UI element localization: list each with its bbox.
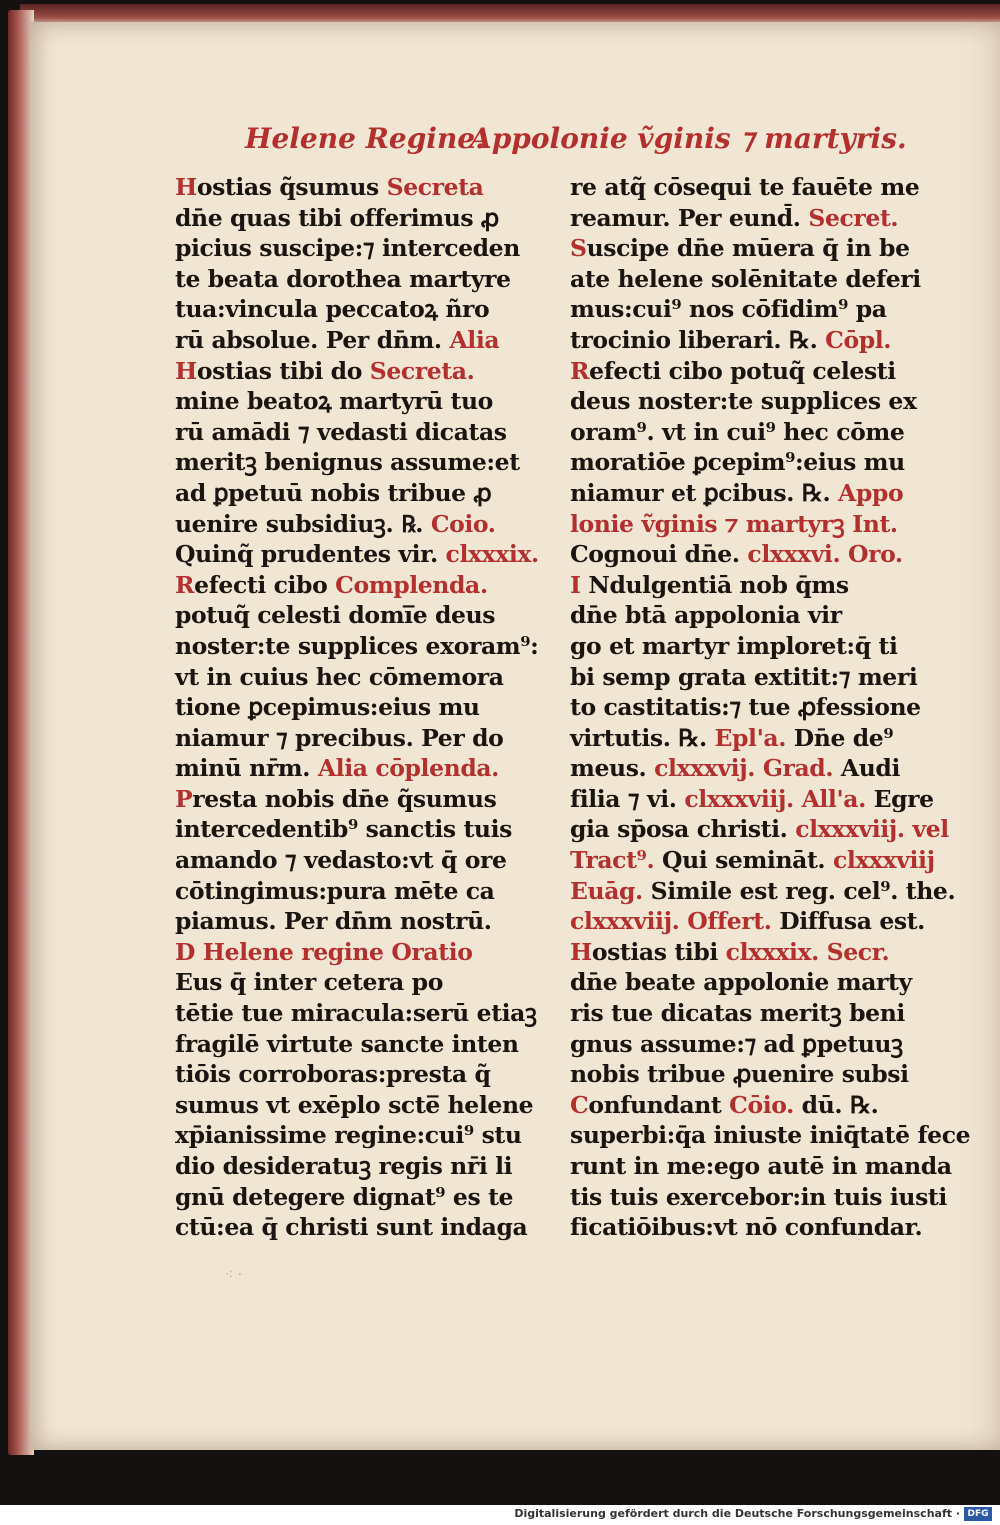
rubric-text: Cōio. xyxy=(729,1090,794,1119)
rubric-text: Coio. xyxy=(430,509,496,538)
body-text: gnus assume:⁊ ad ꝑpetuuꝫ xyxy=(570,1029,903,1058)
body-text: filia ⁊ vi. xyxy=(570,784,685,813)
text-line xyxy=(175,294,535,325)
text-line xyxy=(570,1120,971,1151)
body-text: rū amādi ⁊ vedasti dicatas xyxy=(175,417,507,446)
text-line xyxy=(570,723,930,754)
text-line xyxy=(175,662,535,693)
body-text: Dn̄e de⁹ xyxy=(786,723,894,752)
rubric-text: R xyxy=(175,570,195,599)
ink-smudge: ⁖ · xyxy=(225,1267,243,1283)
rubric-text: H xyxy=(175,173,197,201)
text-line xyxy=(175,447,535,478)
body-text: ostias q̃sumus xyxy=(196,173,387,201)
rubric-text: clxxxviij. xyxy=(684,784,794,813)
body-text: dn̄e btā appolonia vir xyxy=(570,601,842,630)
rubric-text: Grad. xyxy=(755,754,841,783)
rubric-text: P xyxy=(175,784,193,813)
text-line xyxy=(175,417,535,448)
body-text: trocinio liberari. ℞. xyxy=(570,325,826,354)
body-text: Quinq̃ prudentes vir. xyxy=(175,540,446,569)
text-line xyxy=(175,600,535,631)
body-text: ctū:ea q̄ christi sunt indaga xyxy=(175,1213,528,1242)
body-text: niamur et ꝑcibus. ℞. xyxy=(570,478,839,507)
text-line xyxy=(570,203,930,234)
text-line xyxy=(175,386,535,417)
body-text: mine beatoꝝ martyrū tuo xyxy=(175,387,493,416)
rubric-text: clxxxix. xyxy=(445,540,539,569)
text-line xyxy=(570,845,935,876)
header-left-title: Helene Regine. xyxy=(245,122,485,155)
body-text: to castitatis:⁊ tue ꝓfessione xyxy=(570,693,921,722)
text-line xyxy=(570,570,930,601)
text-line xyxy=(175,692,535,723)
text-line xyxy=(175,203,535,234)
rubric-text: H xyxy=(175,356,197,385)
rubric-text: lonie ṽginis ⁊ martyrꝫ Int. xyxy=(570,509,898,538)
text-line xyxy=(570,906,930,937)
body-text: tiōis corroboras:presta q̃ xyxy=(175,1060,491,1089)
body-text: Egre xyxy=(873,784,934,813)
text-line xyxy=(570,692,930,723)
rubric-text: Secreta. xyxy=(369,356,475,385)
running-header xyxy=(30,122,1000,162)
body-text: ficatiōibus:vt nō confundar. xyxy=(570,1213,923,1242)
body-text: tione ꝑcepimus:eius mu xyxy=(175,693,480,722)
body-text: intercedentib⁹ sanctis tuis xyxy=(175,815,512,844)
text-line xyxy=(175,356,535,387)
rubric-text: Secret. xyxy=(808,203,899,232)
body-text: superbi:q̄a iniuste iniq̄tatē fece xyxy=(570,1121,971,1150)
text-line xyxy=(175,539,539,570)
text-line xyxy=(175,937,535,968)
body-text: dio desideratuꝫ regis nr̄i li xyxy=(175,1152,513,1180)
body-text: ris tue dicatas meritꝫ beni xyxy=(570,999,905,1028)
body-text: onfundant xyxy=(588,1090,730,1119)
text-line xyxy=(570,478,930,509)
body-text: piamus. Per dn̄m nostrū. xyxy=(175,907,492,936)
body-text: meus. xyxy=(570,754,655,783)
body-text: minū nr̄m. xyxy=(175,754,318,783)
body-text: cōtingimus:pura mēte ca xyxy=(175,876,495,905)
manuscript-page xyxy=(30,22,1000,1450)
rubric-text: Tract⁹. xyxy=(570,846,655,875)
body-text: dn̄e quas tibi offerimus ꝓ xyxy=(175,203,499,232)
body-text: resta nobis dn̄e q̃sumus xyxy=(192,784,497,813)
body-text: re atq̃ cōsequi te fauēte me xyxy=(570,173,920,201)
body-text: ate helene solēnitate deferi xyxy=(570,264,921,293)
text-line xyxy=(175,631,539,662)
text-line xyxy=(570,539,930,570)
text-line xyxy=(570,967,930,998)
text-line xyxy=(570,662,930,693)
text-line xyxy=(570,1090,930,1121)
body-text: oram⁹. vt in cui⁹ hec cōme xyxy=(570,417,905,446)
rubric-text: All'a. xyxy=(793,784,874,813)
text-line xyxy=(175,1182,535,1213)
right-text-column xyxy=(570,172,971,1243)
rubric-text: S xyxy=(570,234,587,263)
rubric-text: Complenda. xyxy=(335,570,488,599)
body-text: dn̄e beate appolonie marty xyxy=(570,968,912,997)
body-text: tua:vincula peccatoꝝ ñro xyxy=(175,295,490,324)
text-line xyxy=(570,876,956,907)
text-line xyxy=(175,172,535,203)
rubric-text: Appo xyxy=(838,478,904,507)
body-text: nobis tribue ꝓuenire subsi xyxy=(570,1060,909,1089)
rubric-text: D xyxy=(175,937,195,966)
text-line xyxy=(570,937,930,968)
rubric-text: H xyxy=(570,937,592,966)
body-text: gnū detegere dignat⁹ es te xyxy=(175,1182,514,1211)
funding-credit: Digitalisierung gefördert durch die Deutsche Forschungsgemeinschaft · xyxy=(514,1507,960,1520)
text-line xyxy=(175,723,535,754)
text-line xyxy=(175,845,535,876)
footer-bar xyxy=(0,1505,1000,1525)
rubric-text: clxxxvi. Oro. xyxy=(747,540,903,569)
text-line xyxy=(175,876,535,907)
text-line xyxy=(570,1029,930,1060)
body-text: Eus q̄ inter cetera po xyxy=(175,968,443,997)
text-line xyxy=(570,509,930,540)
body-text: Cognoui dn̄e. xyxy=(570,540,748,569)
text-line xyxy=(175,1120,535,1151)
dfg-logo-icon: DFG xyxy=(964,1507,992,1521)
text-line xyxy=(175,1151,535,1182)
body-text: tis tuis exercebor:in tuis iusti xyxy=(570,1182,947,1211)
body-text: noster:te supplices exoram⁹: xyxy=(175,631,539,660)
body-text: bi semp grata extitit:⁊ meri xyxy=(570,662,918,691)
body-text: ostias tibi do xyxy=(196,356,370,385)
text-line xyxy=(175,325,535,356)
body-text: fragilē virtute sancte inten xyxy=(175,1029,519,1058)
body-text: Qui semināt. xyxy=(654,846,833,875)
text-line xyxy=(175,478,535,509)
text-line xyxy=(570,264,930,295)
rubric-text: Helene regine Oratio xyxy=(194,937,473,966)
rubric-text: C xyxy=(570,1090,589,1119)
text-line xyxy=(570,356,930,387)
body-text: dū. ℞. xyxy=(793,1090,879,1119)
body-text: runt in me:ego autē in manda xyxy=(570,1152,952,1180)
text-line xyxy=(175,570,535,601)
body-text: sumus vt exēplo scte̅ helene xyxy=(175,1090,534,1119)
body-text: picius suscipe:⁊ interceden xyxy=(175,234,520,263)
text-line xyxy=(570,631,930,662)
body-text: deus noster:te supplices ex xyxy=(570,387,917,416)
body-text: reamur. Per eund̄. xyxy=(570,203,809,232)
body-text: gia sp̄osa christi. xyxy=(570,815,796,844)
text-line xyxy=(570,325,930,356)
text-line xyxy=(175,1059,535,1090)
text-line xyxy=(570,814,949,845)
body-text: efecti cibo potuq̃ celesti xyxy=(589,356,896,385)
text-line xyxy=(570,784,934,815)
rubric-text: Alia cōplenda. xyxy=(317,754,499,783)
rubric-text: clxxxix. Secr. xyxy=(725,937,890,966)
text-line xyxy=(175,906,535,937)
body-text: amando ⁊ vedasto:vt q̄ ore xyxy=(175,846,507,875)
text-line xyxy=(175,784,535,815)
text-line xyxy=(570,1059,930,1090)
rubric-text: clxxxviij. Offert. xyxy=(570,907,772,936)
rubric-text: Cōpl. xyxy=(825,325,892,354)
text-line xyxy=(570,447,930,478)
rubric-text: Secreta xyxy=(386,173,484,201)
body-text: Diffusa est. xyxy=(771,907,925,936)
rubric-text: Euāg. xyxy=(570,876,643,905)
text-line xyxy=(570,1182,947,1213)
body-text: Simile est reg. cel⁹. the. xyxy=(642,876,956,905)
text-line xyxy=(175,1029,535,1060)
body-text: xp̄ianissime regine:cui⁹ stu xyxy=(175,1121,522,1150)
text-line xyxy=(175,998,535,1029)
body-text: meritꝫ benignus assume:et xyxy=(175,448,520,477)
body-text: Ndulgentiā nob q̄ms xyxy=(580,570,849,599)
body-text: go et martyr imploret:q̄ ti xyxy=(570,631,898,660)
text-line xyxy=(570,600,930,631)
rubric-text: clxxxvij. xyxy=(654,754,756,783)
body-text: ad ꝑpetuū nobis tribue ꝓ xyxy=(175,478,492,507)
rubric-text: I xyxy=(570,570,581,599)
rubric-text: clxxxviij xyxy=(833,846,935,875)
body-text: uenire subsidiuꝫ. ℞. xyxy=(175,509,431,538)
text-line xyxy=(570,172,930,203)
body-text: efecti cibo xyxy=(194,570,336,599)
text-line xyxy=(570,294,930,325)
text-line xyxy=(175,264,535,295)
text-line xyxy=(570,233,930,264)
text-line xyxy=(570,998,930,1029)
rubric-text: Epl'a. xyxy=(714,723,786,752)
text-line xyxy=(175,814,535,845)
text-line xyxy=(175,1090,535,1121)
body-text: mus:cui⁹ nos cōfidim⁹ pa xyxy=(570,295,887,324)
text-line xyxy=(175,753,535,784)
body-text: rū absolue. Per dn̄m. xyxy=(175,325,450,354)
rubric-text: clxxxviij. vel xyxy=(795,815,949,844)
text-line xyxy=(570,417,930,448)
body-text: moratiōe ꝑcepim⁹:eius mu xyxy=(570,448,905,477)
left-text-column xyxy=(175,172,539,1243)
body-text: virtutis. ℞. xyxy=(570,723,715,752)
body-text: uscipe dn̄e mūera q̄ in be xyxy=(586,234,910,263)
rubric-text: Alia xyxy=(449,325,500,354)
text-line xyxy=(570,386,930,417)
body-text: vt in cuius hec cōmemora xyxy=(175,662,504,691)
body-text: ostias tibi xyxy=(591,937,726,966)
text-line xyxy=(570,753,930,784)
body-text: Audi xyxy=(840,754,900,783)
header-right-title: Appolonie ṽginis ⁊ martyris. xyxy=(470,122,907,155)
rubric-text: R xyxy=(570,356,590,385)
text-line xyxy=(570,1151,952,1182)
body-text: te beata dorothea martyre xyxy=(175,264,511,293)
body-text: niamur ⁊ precibus. Per do xyxy=(175,723,504,752)
text-line xyxy=(175,509,535,540)
text-line xyxy=(175,967,535,998)
body-text: tētie tue miracula:serū etiaꝫ xyxy=(175,999,537,1028)
body-text: potuq̃ celesti domi̅e deus xyxy=(175,601,496,630)
text-line xyxy=(570,1212,930,1243)
text-line xyxy=(175,233,535,264)
text-line xyxy=(175,1212,535,1243)
